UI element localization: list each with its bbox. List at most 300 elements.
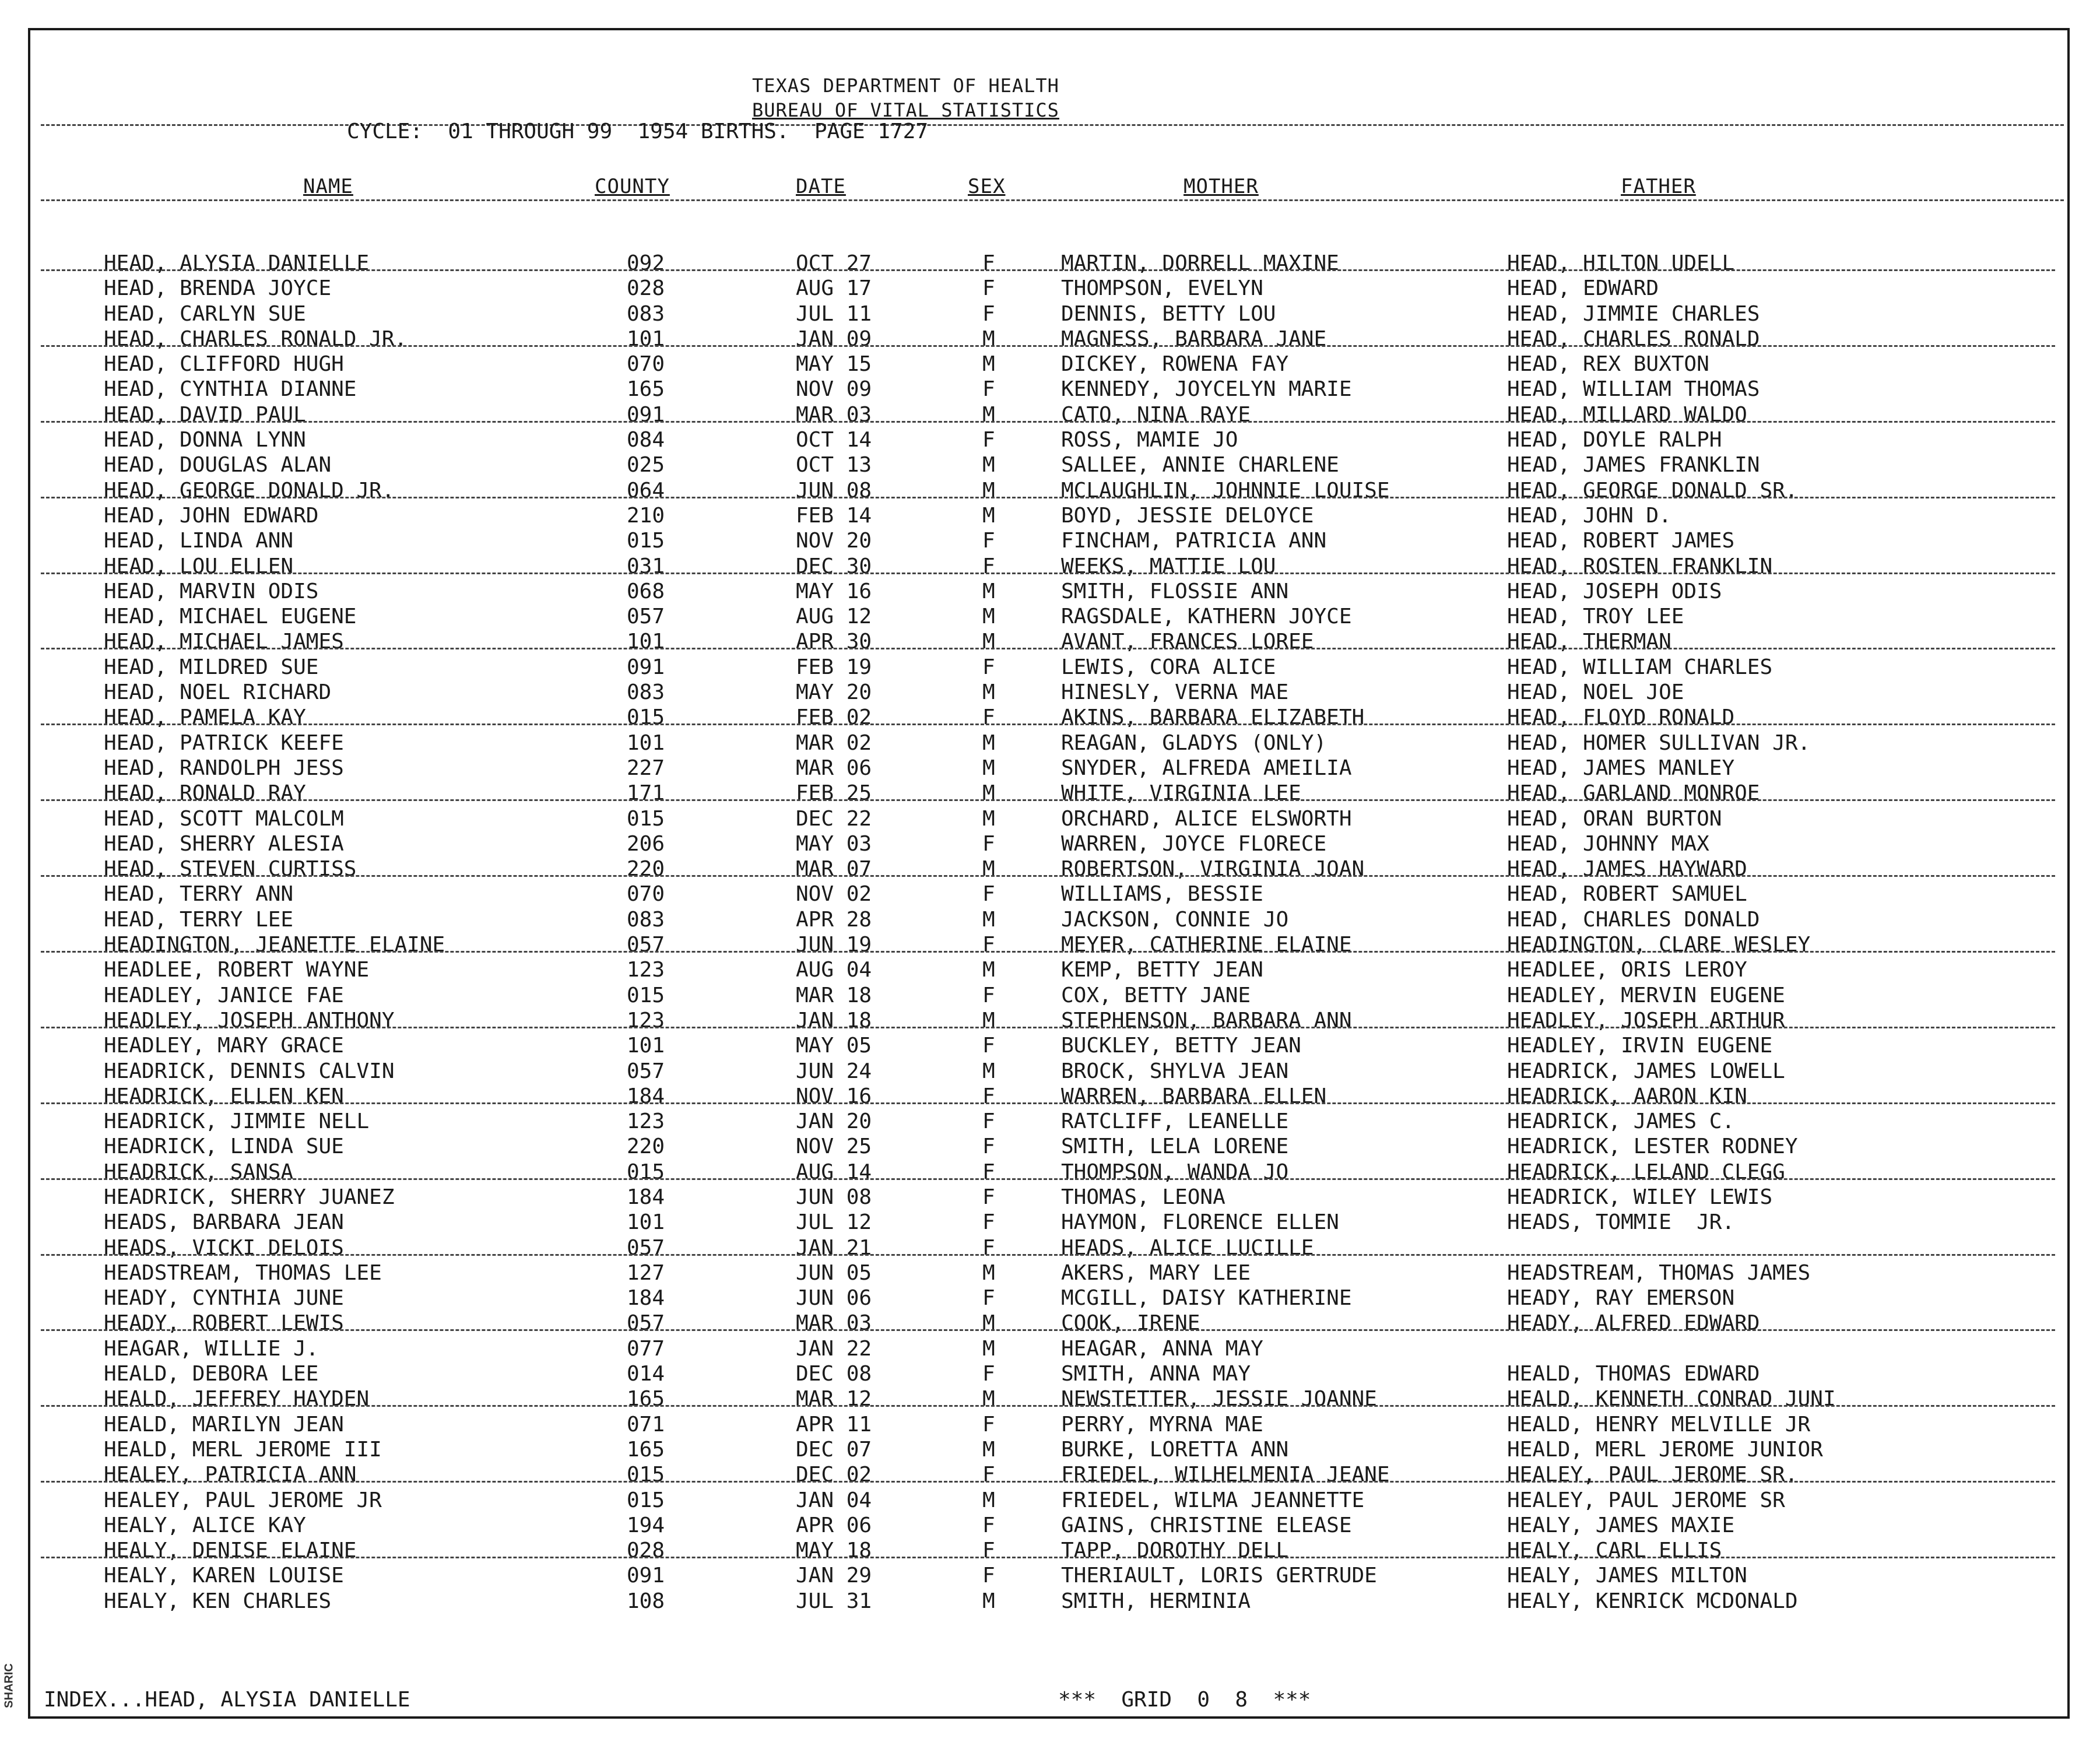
cell-date: NOV 02 — [796, 882, 872, 907]
table-row — [0, 503, 2099, 528]
table-row — [0, 528, 2099, 553]
cell-mother: STEPHENSON, BARBARA ANN — [1061, 1008, 1352, 1032]
cell-name: HEAGAR, WILLIE J. — [104, 1336, 319, 1361]
cell-sex: M — [982, 756, 995, 780]
table-row — [0, 301, 2099, 326]
table-row — [0, 478, 2099, 503]
cell-name: HEADLEY, MARY GRACE — [104, 1034, 344, 1058]
cell-date: JAN 18 — [796, 1008, 872, 1032]
cell-sex: F — [982, 882, 995, 907]
cell-name: HEADRICK, JIMMIE NELL — [104, 1109, 370, 1134]
cell-mother: HINESLY, VERNA MAE — [1061, 680, 1289, 705]
cell-date: JUN 06 — [796, 1286, 872, 1311]
table-row — [0, 1286, 2099, 1311]
cell-county: 108 — [627, 1589, 665, 1613]
cell-father: HEAD, HILTON UDELL — [1507, 251, 1735, 275]
table-row — [0, 1386, 2099, 1411]
cell-sex: F — [982, 1135, 995, 1159]
cell-county: 184 — [627, 1286, 665, 1311]
cell-date: JAN 09 — [796, 326, 872, 351]
cell-father: HEAD, ORAN BURTON — [1507, 806, 1722, 831]
cell-name: HEADS, VICKI DELOIS — [104, 1235, 344, 1260]
header-rule — [41, 124, 2064, 126]
cell-mother: AVANT, FRANCES LOREE — [1061, 630, 1314, 654]
cell-sex: M — [982, 605, 995, 629]
cell-name: HEAD, DAVID PAUL — [104, 402, 306, 427]
table-row — [0, 756, 2099, 781]
cell-name: HEADINGTON, JEANETTE ELAINE — [104, 933, 445, 957]
cell-sex: F — [982, 655, 995, 679]
cell-father: HEADLEE, ORIS LEROY — [1507, 958, 1747, 982]
cell-date: MAR 06 — [796, 756, 872, 780]
cell-sex: M — [982, 1488, 995, 1512]
cell-county: 015 — [627, 1488, 665, 1512]
table-row — [0, 402, 2099, 427]
table-row — [0, 1210, 2099, 1235]
cell-father: HEADSTREAM, THOMAS JAMES — [1507, 1260, 1811, 1285]
cell-name: HEALEY, PAUL JEROME JR — [104, 1488, 382, 1512]
cell-sex: F — [982, 251, 995, 275]
table-row — [0, 856, 2099, 881]
cell-name: HEAD, CHARLES RONALD JR. — [104, 326, 408, 351]
table-row — [0, 1059, 2099, 1084]
cell-date: APR 28 — [796, 907, 872, 932]
table-row — [0, 1134, 2099, 1159]
cell-county: 101 — [627, 630, 665, 654]
cell-date: NOV 16 — [796, 1084, 872, 1108]
cell-name: HEALD, MARILYN JEAN — [104, 1412, 344, 1437]
cell-father: HEAD, JAMES MANLEY — [1507, 756, 1735, 780]
birth-records-table — [0, 251, 2099, 1614]
cell-father: HEAD, CHARLES RONALD — [1507, 326, 1760, 351]
cell-county: 123 — [627, 1109, 665, 1134]
table-row — [0, 377, 2099, 402]
cell-sex: F — [982, 1362, 995, 1386]
cell-date: APR 30 — [796, 630, 872, 654]
cell-mother: RAGSDALE, KATHERN JOYCE — [1061, 605, 1352, 629]
cell-sex: M — [982, 857, 995, 881]
cell-father: HEADRICK, AARON KIN — [1507, 1084, 1747, 1108]
cell-mother: RATCLIFF, LEANELLE — [1061, 1109, 1289, 1134]
cell-name: HEADLEY, JANICE FAE — [104, 983, 344, 1007]
cell-mother: THOMPSON, EVELYN — [1061, 276, 1263, 301]
cell-name: HEAD, MICHAEL EUGENE — [104, 605, 357, 629]
table-row — [0, 1311, 2099, 1336]
cell-county: 064 — [627, 478, 665, 503]
table-row — [0, 1513, 2099, 1538]
cell-sex: M — [982, 781, 995, 806]
cell-county: 015 — [627, 705, 665, 730]
table-row — [0, 705, 2099, 730]
cell-county: 077 — [627, 1336, 665, 1361]
cell-sex: F — [982, 428, 995, 452]
cell-date: MAY 05 — [796, 1034, 872, 1058]
cell-mother: ORCHARD, ALICE ELSWORTH — [1061, 806, 1352, 831]
cell-name: HEAD, PATRICK KEEFE — [104, 730, 344, 755]
cell-father: HEAD, ROSTEN FRANKLIN — [1507, 554, 1773, 578]
cell-mother: JACKSON, CONNIE JO — [1061, 907, 1289, 932]
table-row — [0, 326, 2099, 352]
cell-mother: MAGNESS, BARBARA JANE — [1061, 326, 1327, 351]
cell-sex: F — [982, 1513, 995, 1537]
cell-father: HEALEY, PAUL JEROME SR — [1507, 1488, 1785, 1512]
cell-mother: SMITH, FLOSSIE ANN — [1061, 579, 1289, 603]
cell-county: 091 — [627, 402, 665, 427]
cell-date: JUN 08 — [796, 478, 872, 503]
cell-mother: SALLEE, ANNIE CHARLENE — [1061, 453, 1339, 477]
cell-sex: M — [982, 326, 995, 351]
cell-name: HEAD, ALYSIA DANIELLE — [104, 251, 370, 275]
cell-mother: HAYMON, FLORENCE ELLEN — [1061, 1210, 1339, 1235]
table-row — [0, 1336, 2099, 1361]
cell-sex: F — [982, 1235, 995, 1260]
cell-name: HEAD, BRENDA JOYCE — [104, 276, 332, 301]
table-row — [0, 1160, 2099, 1185]
cell-father: HEAD, ROBERT SAMUEL — [1507, 882, 1747, 907]
cell-mother: MARTIN, DORRELL MAXINE — [1061, 251, 1339, 275]
cell-county: 165 — [627, 1387, 665, 1411]
cell-date: AUG 04 — [796, 958, 872, 982]
cell-name: HEALY, KAREN LOUISE — [104, 1564, 344, 1588]
cell-county: 101 — [627, 326, 665, 351]
cell-sex: M — [982, 730, 995, 755]
table-row — [0, 1412, 2099, 1437]
cell-name: HEAD, TERRY ANN — [104, 882, 294, 907]
cell-father: HEADY, ALFRED EDWARD — [1507, 1311, 1760, 1336]
cell-sex: M — [982, 1387, 995, 1411]
cell-father: HEAD, EDWARD — [1507, 276, 1659, 301]
cell-date: MAY 15 — [796, 352, 872, 377]
cell-county: 091 — [627, 655, 665, 679]
cell-father: HEAD, GEORGE DONALD SR. — [1507, 478, 1798, 503]
cell-father: HEADRICK, JAMES C. — [1507, 1109, 1735, 1134]
cell-date: JAN 22 — [796, 1336, 872, 1361]
table-row — [0, 1437, 2099, 1462]
column-header-name: NAME — [303, 175, 353, 198]
cell-name: HEADSTREAM, THOMAS LEE — [104, 1260, 382, 1285]
cell-county: 092 — [627, 251, 665, 275]
cell-father: HEADRICK, LELAND CLEGG — [1507, 1160, 1785, 1184]
cell-father: HEADINGTON, CLARE WESLEY — [1507, 933, 1811, 957]
cell-county: 015 — [627, 529, 665, 553]
header-bureau: BUREAU OF VITAL STATISTICS — [752, 99, 1059, 121]
side-label: SHARIC — [2, 1663, 16, 1708]
cell-father: HEAD, JOHN D. — [1507, 503, 1671, 528]
cell-father: HEAD, JIMMIE CHARLES — [1507, 301, 1760, 326]
cell-sex: M — [982, 958, 995, 982]
cell-father: HEAD, HOMER SULLIVAN JR. — [1507, 730, 1811, 755]
cell-father: HEAD, THERMAN — [1507, 630, 1671, 654]
cell-county: 184 — [627, 1084, 665, 1108]
cell-county: 028 — [627, 276, 665, 301]
table-row — [0, 1361, 2099, 1386]
cell-mother: AKERS, MARY LEE — [1061, 1260, 1251, 1285]
cell-sex: M — [982, 503, 995, 528]
cell-father: HEAD, WILLIAM CHARLES — [1507, 655, 1773, 679]
cell-date: MAY 18 — [796, 1539, 872, 1563]
cell-mother: WHITE, VIRGINIA LEE — [1061, 781, 1301, 806]
cell-name: HEADRICK, DENNIS CALVIN — [104, 1059, 395, 1083]
cell-father: HEADY, RAY EMERSON — [1507, 1286, 1735, 1311]
cell-date: DEC 07 — [796, 1437, 872, 1462]
cell-father: HEADRICK, LESTER RODNEY — [1507, 1135, 1798, 1159]
cell-name: HEAD, GEORGE DONALD JR. — [104, 478, 395, 503]
table-row — [0, 655, 2099, 680]
cell-mother: ROSS, MAMIE JO — [1061, 428, 1238, 452]
cell-sex: F — [982, 1564, 995, 1588]
cell-mother: FINCHAM, PATRICIA ANN — [1061, 529, 1327, 553]
table-row — [0, 1235, 2099, 1260]
cell-sex: F — [982, 1034, 995, 1058]
cell-mother: WARREN, JOYCE FLORECE — [1061, 831, 1327, 856]
cell-sex: F — [982, 529, 995, 553]
cell-mother: SMITH, LELA LORENE — [1061, 1135, 1289, 1159]
cell-sex: M — [982, 579, 995, 603]
cell-date: AUG 14 — [796, 1160, 872, 1184]
cell-father: HEALD, THOMAS EDWARD — [1507, 1362, 1760, 1386]
cell-date: DEC 30 — [796, 554, 872, 578]
cell-county: 101 — [627, 1210, 665, 1235]
table-row — [0, 781, 2099, 806]
cell-father: HEALY, JAMES MAXIE — [1507, 1513, 1735, 1537]
cell-date: OCT 14 — [796, 428, 872, 452]
cell-sex: F — [982, 377, 995, 402]
table-row — [0, 604, 2099, 629]
cell-sex: M — [982, 453, 995, 477]
cell-mother: COOK, IRENE — [1061, 1311, 1200, 1336]
header-cycle: CYCLE: 01 THROUGH 99 1954 BIRTHS. PAGE 1727 — [347, 120, 928, 143]
cell-county: 057 — [627, 933, 665, 957]
cell-father: HEAD, GARLAND MONROE — [1507, 781, 1760, 806]
cell-name: HEADS, BARBARA JEAN — [104, 1210, 344, 1235]
cell-mother: BURKE, LORETTA ANN — [1061, 1437, 1289, 1462]
column-header-rule — [41, 199, 2064, 201]
cell-name: HEALY, ALICE KAY — [104, 1513, 306, 1537]
table-row — [0, 730, 2099, 756]
cell-name: HEALEY, PATRICIA ANN — [104, 1463, 357, 1487]
cell-name: HEAD, LINDA ANN — [104, 529, 294, 553]
cell-name: HEAD, SHERRY ALESIA — [104, 831, 344, 856]
cell-date: JAN 20 — [796, 1109, 872, 1134]
cell-date: MAR 02 — [796, 730, 872, 755]
cell-mother: KEMP, BETTY JEAN — [1061, 958, 1263, 982]
cell-name: HEADLEE, ROBERT WAYNE — [104, 958, 370, 982]
table-row — [0, 1462, 2099, 1487]
cell-mother: HEADS, ALICE LUCILLE — [1061, 1235, 1314, 1260]
table-row — [0, 907, 2099, 932]
table-row — [0, 1563, 2099, 1588]
cell-county: 083 — [627, 680, 665, 705]
cell-sex: M — [982, 806, 995, 831]
column-header-father: FATHER — [1621, 175, 1696, 198]
cell-date: FEB 02 — [796, 705, 872, 730]
cell-father: HEAD, DOYLE RALPH — [1507, 428, 1722, 452]
cell-county: 127 — [627, 1260, 665, 1285]
cell-mother: WEEKS, MATTIE LOU — [1061, 554, 1276, 578]
cell-date: OCT 27 — [796, 251, 872, 275]
cell-name: HEALY, DENISE ELAINE — [104, 1539, 357, 1563]
cell-date: APR 11 — [796, 1412, 872, 1437]
cell-date: MAR 12 — [796, 1387, 872, 1411]
cell-father: HEALY, JAMES MILTON — [1507, 1564, 1747, 1588]
cell-date: DEC 02 — [796, 1463, 872, 1487]
cell-sex: F — [982, 1109, 995, 1134]
cell-father: HEALD, KENNETH CONRAD JUNI — [1507, 1387, 1836, 1411]
cell-county: 101 — [627, 730, 665, 755]
cell-county: 015 — [627, 1160, 665, 1184]
cell-father: HEAD, NOEL JOE — [1507, 680, 1684, 705]
cell-date: NOV 09 — [796, 377, 872, 402]
cell-sex: F — [982, 1160, 995, 1184]
cell-date: FEB 14 — [796, 503, 872, 528]
cell-sex: M — [982, 1437, 995, 1462]
cell-date: AUG 17 — [796, 276, 872, 301]
table-row — [0, 452, 2099, 477]
cell-county: 165 — [627, 377, 665, 402]
cell-county: 015 — [627, 983, 665, 1007]
cell-county: 014 — [627, 1362, 665, 1386]
table-row — [0, 831, 2099, 856]
cell-sex: F — [982, 1539, 995, 1563]
cell-mother: SMITH, HERMINIA — [1061, 1589, 1251, 1613]
cell-county: 071 — [627, 1412, 665, 1437]
cell-mother: KENNEDY, JOYCELYN MARIE — [1061, 377, 1352, 402]
cell-name: HEADRICK, ELLEN KEN — [104, 1084, 344, 1108]
cell-name: HEAD, MICHAEL JAMES — [104, 630, 344, 654]
cell-county: 165 — [627, 1437, 665, 1462]
cell-sex: M — [982, 1311, 995, 1336]
cell-date: MAY 16 — [796, 579, 872, 603]
cell-sex: F — [982, 1412, 995, 1437]
cell-date: JAN 29 — [796, 1564, 872, 1588]
cell-mother: BOYD, JESSIE DELOYCE — [1061, 503, 1314, 528]
cell-name: HEAD, TERRY LEE — [104, 907, 294, 932]
table-row — [0, 932, 2099, 957]
cell-name: HEADRICK, SANSA — [104, 1160, 294, 1184]
cell-mother: THOMAS, LEONA — [1061, 1185, 1225, 1209]
cell-sex: M — [982, 680, 995, 705]
cell-name: HEAD, NOEL RICHARD — [104, 680, 332, 705]
cell-name: HEALD, MERL JEROME III — [104, 1437, 382, 1462]
cell-mother: TAPP, DOROTHY DELL — [1061, 1539, 1289, 1563]
cell-mother: LEWIS, CORA ALICE — [1061, 655, 1276, 679]
cell-county: 015 — [627, 1463, 665, 1487]
cell-father: HEALEY, PAUL JEROME SR. — [1507, 1463, 1798, 1487]
table-row — [0, 1488, 2099, 1513]
cell-name: HEADRICK, LINDA SUE — [104, 1135, 344, 1159]
column-header-county: COUNTY — [595, 175, 670, 198]
cell-county: 220 — [627, 857, 665, 881]
cell-sex: F — [982, 1210, 995, 1235]
cell-mother: SMITH, ANNA MAY — [1061, 1362, 1251, 1386]
cell-date: JAN 04 — [796, 1488, 872, 1512]
cell-mother: FRIEDEL, WILMA JEANNETTE — [1061, 1488, 1365, 1512]
cell-sex: F — [982, 301, 995, 326]
cell-date: MAR 18 — [796, 983, 872, 1007]
cell-father: HEADS, TOMMIE JR. — [1507, 1210, 1735, 1235]
cell-sex: F — [982, 983, 995, 1007]
cell-name: HEADLEY, JOSEPH ANTHONY — [104, 1008, 395, 1032]
cell-name: HEAD, STEVEN CURTISS — [104, 857, 357, 881]
cell-sex: M — [982, 1008, 995, 1032]
cell-county: 227 — [627, 756, 665, 780]
cell-county: 028 — [627, 1539, 665, 1563]
cell-county: 220 — [627, 1135, 665, 1159]
cell-sex: M — [982, 352, 995, 377]
header-department: TEXAS DEPARTMENT OF HEALTH — [752, 75, 1059, 97]
cell-father: HEALD, MERL JEROME JUNIOR — [1507, 1437, 1823, 1462]
cell-date: JUN 24 — [796, 1059, 872, 1083]
table-row — [0, 1033, 2099, 1058]
column-header-sex: SEX — [968, 175, 1006, 198]
table-row — [0, 881, 2099, 907]
table-row — [0, 1084, 2099, 1109]
table-row — [0, 1008, 2099, 1033]
cell-name: HEAD, DONNA LYNN — [104, 428, 306, 452]
cell-date: JUL 11 — [796, 301, 872, 326]
cell-mother: PERRY, MYRNA MAE — [1061, 1412, 1263, 1437]
cell-date: MAR 07 — [796, 857, 872, 881]
cell-sex: M — [982, 402, 995, 427]
cell-county: 083 — [627, 907, 665, 932]
cell-name: HEAD, CARLYN SUE — [104, 301, 306, 326]
cell-mother: WILLIAMS, BESSIE — [1061, 882, 1263, 907]
table-row — [0, 251, 2099, 276]
cell-name: HEAD, RONALD RAY — [104, 781, 306, 806]
cell-mother: CATO, NINA RAYE — [1061, 402, 1251, 427]
cell-county: 057 — [627, 1235, 665, 1260]
cell-date: OCT 13 — [796, 453, 872, 477]
cell-date: APR 06 — [796, 1513, 872, 1537]
cell-mother: MCLAUGHLIN, JOHNNIE LOUISE — [1061, 478, 1390, 503]
cell-father: HEADLEY, IRVIN EUGENE — [1507, 1034, 1773, 1058]
cell-county: 091 — [627, 1564, 665, 1588]
cell-county: 025 — [627, 453, 665, 477]
column-header-mother: MOTHER — [1184, 175, 1259, 198]
cell-name: HEADY, ROBERT LEWIS — [104, 1311, 344, 1336]
table-row — [0, 427, 2099, 452]
cell-name: HEAD, JOHN EDWARD — [104, 503, 319, 528]
cell-date: MAY 03 — [796, 831, 872, 856]
cell-date: DEC 22 — [796, 806, 872, 831]
cell-date: AUG 12 — [796, 605, 872, 629]
cell-mother: THERIAULT, LORIS GERTRUDE — [1061, 1564, 1377, 1588]
cell-date: DEC 08 — [796, 1362, 872, 1386]
cell-county: 031 — [627, 554, 665, 578]
cell-sex: M — [982, 1336, 995, 1361]
table-row — [0, 352, 2099, 377]
cell-date: FEB 25 — [796, 781, 872, 806]
cell-sex: F — [982, 933, 995, 957]
cell-mother: BROCK, SHYLVA JEAN — [1061, 1059, 1289, 1083]
cell-county: 123 — [627, 958, 665, 982]
cell-name: HEAD, CLIFFORD HUGH — [104, 352, 344, 377]
cell-sex: F — [982, 831, 995, 856]
cell-sex: F — [982, 705, 995, 730]
footer-index: INDEX...HEAD, ALYSIA DANIELLE — [44, 1688, 410, 1712]
cell-mother: BUCKLEY, BETTY JEAN — [1061, 1034, 1301, 1058]
cell-father: HEAD, JAMES FRANKLIN — [1507, 453, 1760, 477]
cell-sex: M — [982, 478, 995, 503]
cell-county: 123 — [627, 1008, 665, 1032]
cell-county: 057 — [627, 1311, 665, 1336]
cell-county: 206 — [627, 831, 665, 856]
cell-county: 068 — [627, 579, 665, 603]
cell-mother: FRIEDEL, WILHELMENIA JEANE — [1061, 1463, 1390, 1487]
cell-county: 070 — [627, 882, 665, 907]
cell-father: HEAD, ROBERT JAMES — [1507, 529, 1735, 553]
cell-mother: REAGAN, GLADYS (ONLY) — [1061, 730, 1327, 755]
